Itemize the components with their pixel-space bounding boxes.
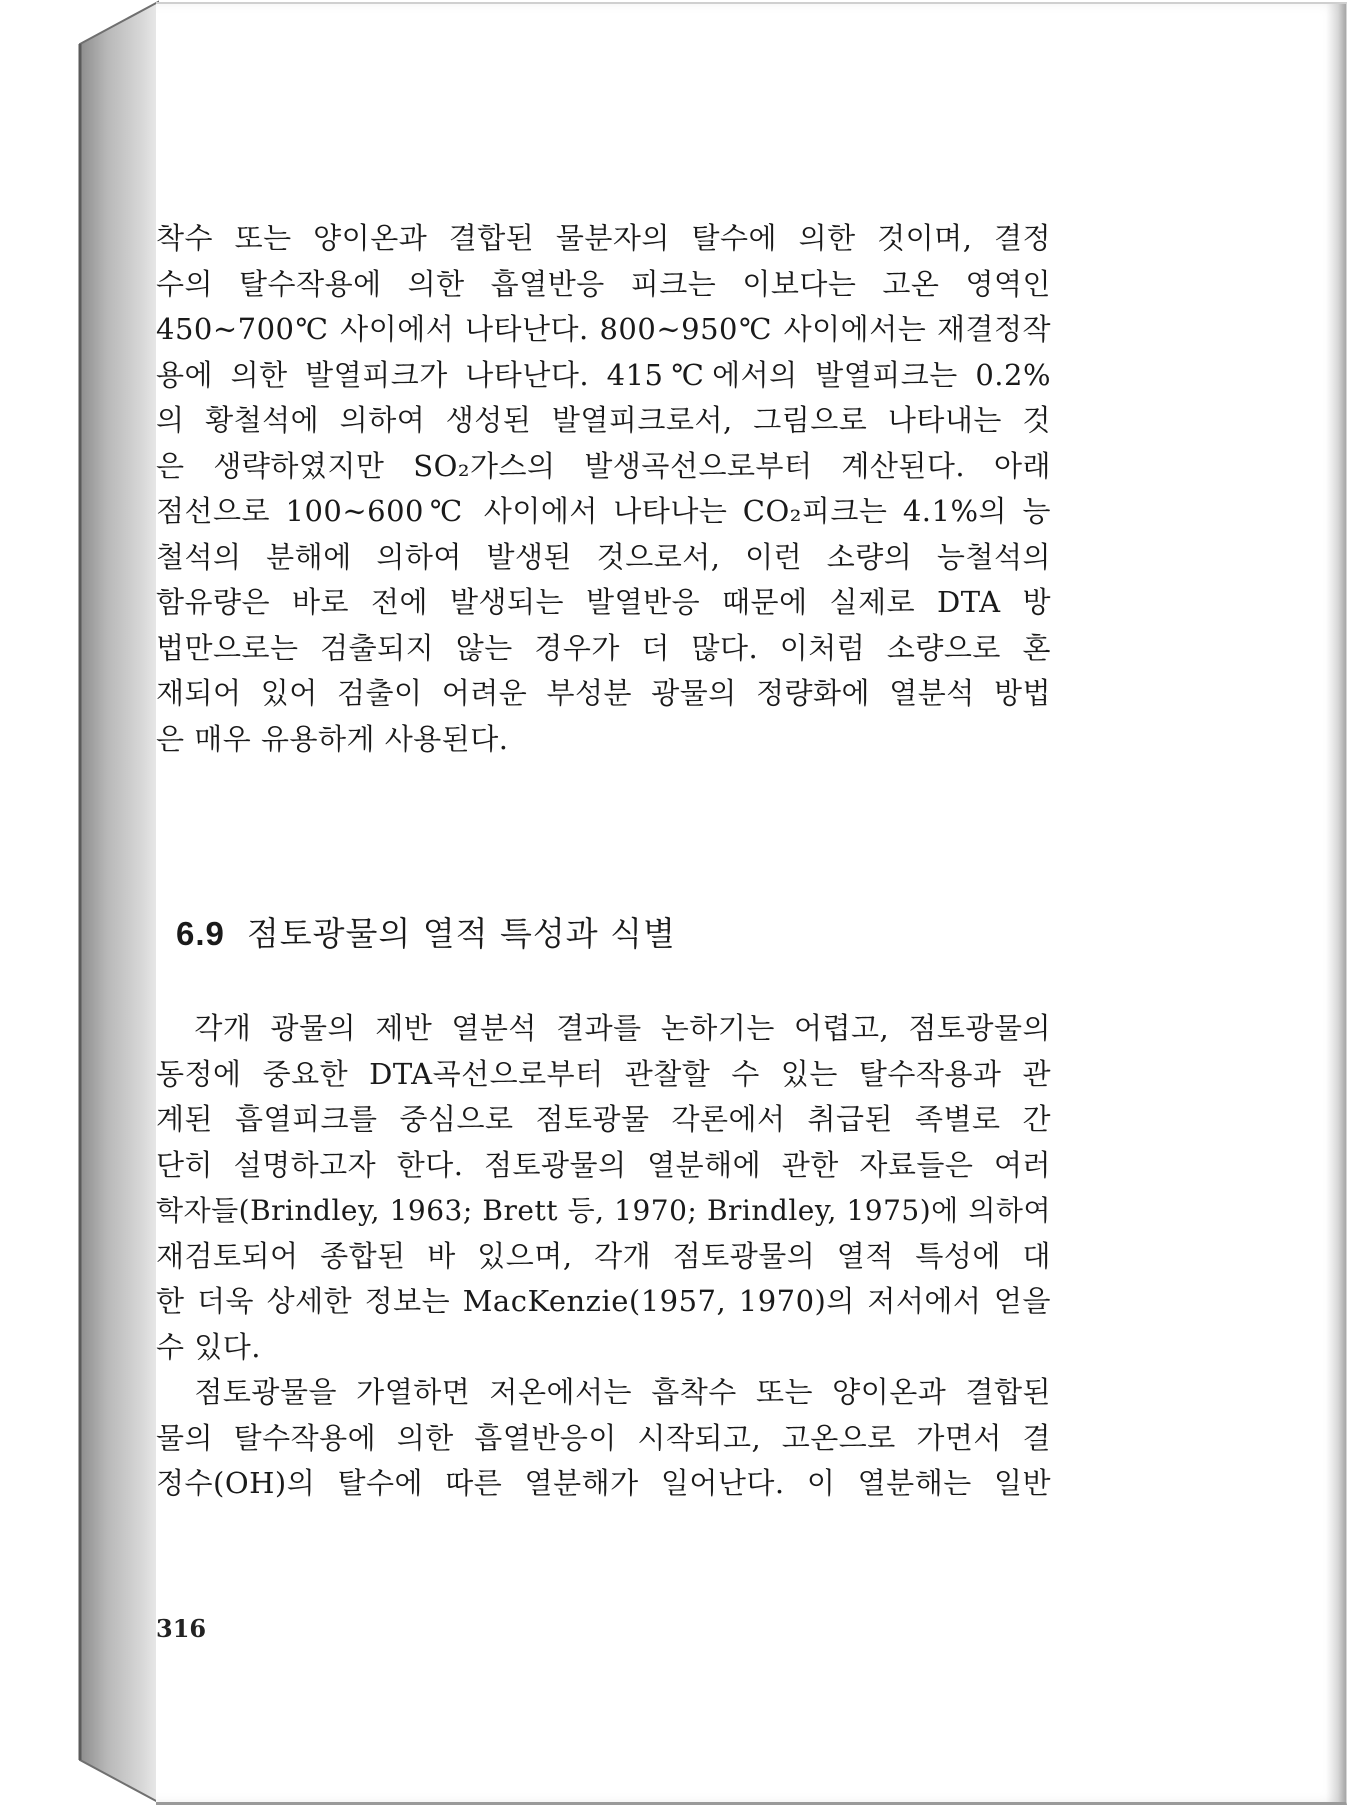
text-line: 함유량은 바로 전에 발생되는 발열반응 때문에 실제로 DTA 방	[156, 585, 1051, 619]
text-line: 학자들(Brindley, 1963; Brett 등, 1970; Brindley, 1975)에 의하여	[156, 1194, 1051, 1227]
text-line: 수의 탈수작용에 의한 흡열반응 피크는 이보다는 고온 영역인	[156, 266, 1051, 301]
text-line: 점선으로 100∼600℃ 사이에서 나타나는 CO₂피크는 4.1%의 능	[156, 494, 1051, 528]
text-line: 재되어 있어 검출이 어려운 부성분 광물의 정량화에 열분석 방법	[156, 676, 1051, 710]
section-title: 점토광물의 열적 특성과 식별	[246, 914, 676, 953]
text-line: 재검토되어 종합된 바 있으며, 각개 점토광물의 열적 특성에 대	[156, 1238, 1051, 1273]
book-spine	[0, 0, 170, 1806]
paragraph-1	[156, 216, 1051, 762]
text-line: 의 황철석에 의하여 생성된 발열피크로서, 그림으로 나타내는 것	[156, 403, 1051, 437]
text-line: 단히 설명하고자 한다. 점토광물의 열분해에 관한 자료들은 여러	[156, 1147, 1051, 1182]
section-number: 6.9	[176, 915, 225, 952]
text-line: 동정에 중요한 DTA곡선으로부터 관찰할 수 있는 탈수작용과 관	[156, 1056, 1051, 1091]
text-line: 450∼700℃ 사이에서 나타난다. 800∼950℃ 사이에서는 재결정작	[156, 312, 1051, 346]
text-line: 법만으로는 검출되지 않는 경우가 더 많다. 이처럼 소량으로 혼	[156, 630, 1051, 665]
text-line: 각개 광물의 제반 열분석 결과를 논하기는 어렵고, 점토광물의	[156, 1011, 1051, 1045]
text-line: 수 있다.	[156, 1329, 261, 1364]
text-line: 착수 또는 양이온과 결합된 물분자의 탈수에 의한 것이며, 결정	[156, 221, 1051, 255]
page-edge-shadow	[1326, 4, 1346, 1802]
paragraph-2	[156, 1006, 1051, 1507]
text-line: 은 생략하였지만 SO₂가스의 발생곡선으로부터 계산된다. 아래	[156, 448, 1051, 483]
text-line: 한 더욱 상세한 정보는 MacKenzie(1957, 1970)의 저서에서 얻을	[156, 1284, 1051, 1318]
text-line: 용에 의한 발열피크가 나타난다. 415℃에서의 발열피크는 0.2%	[156, 357, 1051, 392]
text-line: 점토광물을 가열하면 저온에서는 흡착수 또는 양이온과 결합된	[156, 1375, 1051, 1409]
text-line: 계된 흡열피크를 중심으로 점토광물 각론에서 취급된 족별로 간	[156, 1102, 1051, 1136]
page-number: 316	[156, 1614, 207, 1643]
text-line: 정수(OH)의 탈수에 따른 열분해가 일어난다. 이 열분해는 일반	[156, 1466, 1051, 1500]
text-line: 철석의 분해에 의하여 발생된 것으로서, 이런 소량의 능철석의	[156, 539, 1051, 574]
section-heading	[176, 908, 676, 955]
text-line: 은 매우 유용하게 사용된다.	[156, 721, 509, 756]
text-line: 물의 탈수작용에 의한 흡열반응이 시작되고, 고온으로 가면서 결	[156, 1420, 1051, 1455]
